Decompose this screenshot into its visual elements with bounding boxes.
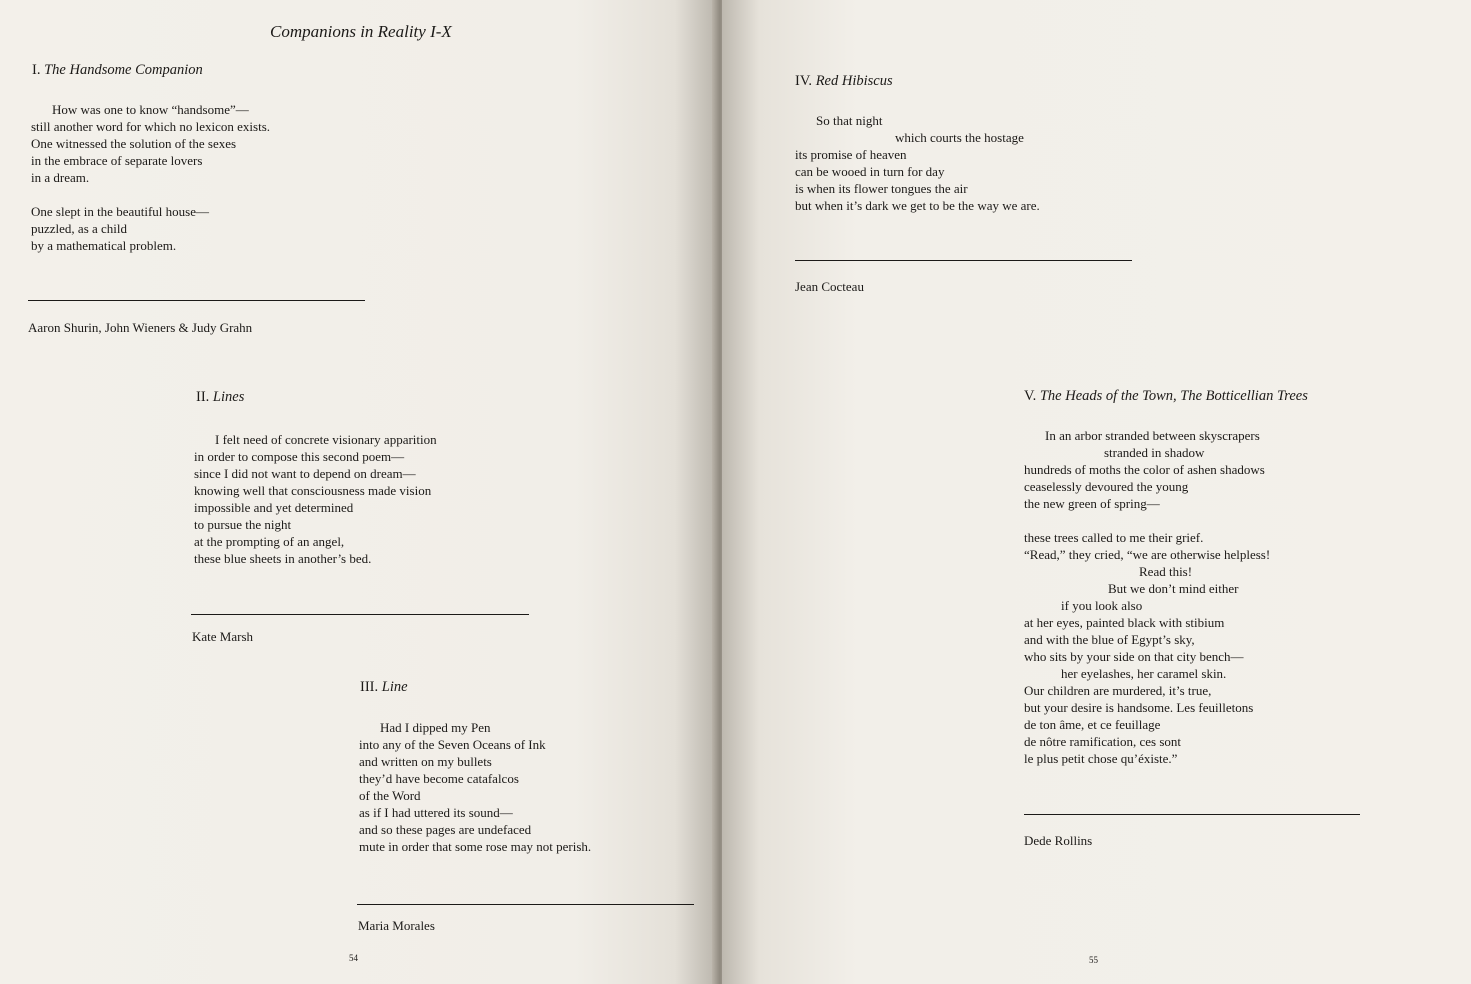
section-4-rule (795, 260, 1132, 261)
poem-line: is when its flower tongues the air (795, 181, 968, 196)
poem-line: impossible and yet determined (194, 500, 354, 515)
section-5-stanza-2 (1024, 529, 1270, 767)
poem-line: of the Word (359, 788, 421, 803)
poem-line: hundreds of moths the color of ashen shadows (1024, 462, 1265, 477)
book-title: Companions in Reality I-X (270, 22, 452, 41)
section-2-numeral: II. (196, 389, 210, 405)
section-3-poem (359, 719, 591, 855)
poem-line: and with the blue of Egypt’s sky, (1024, 632, 1195, 647)
section-2-title: Lines (212, 389, 245, 405)
section-1-heading (32, 62, 203, 79)
poem-line: de ton âme, et ce feuillage (1024, 717, 1161, 732)
poem-line: ceaselessly devoured the young (1024, 479, 1189, 494)
section-2-rule (191, 614, 529, 615)
poem-line: these trees called to me their grief. (1024, 530, 1204, 545)
page-number-right: 55 (1089, 955, 1098, 965)
poem-line: its promise of heaven (795, 147, 907, 162)
section-4-heading (795, 73, 893, 90)
poem-line: One witnessed the solution of the sexes (31, 136, 237, 151)
section-3-numeral: III. (360, 679, 379, 695)
poem-line: stranded in shadow (1104, 445, 1205, 460)
section-1-numeral: I. (32, 62, 41, 78)
poem-line: “Read,” they cried, “we are otherwise helpless! (1024, 547, 1271, 562)
poem-line: Our children are murdered, it’s true, (1024, 683, 1212, 698)
poem-line: and written on my bullets (359, 754, 492, 769)
poem-line: de nôtre ramification, ces sont (1024, 734, 1182, 749)
section-4-author: Jean Cocteau (795, 279, 864, 294)
poem-line: can be wooed in turn for day (795, 164, 945, 179)
section-1-author: Aaron Shurin, John Wieners & Judy Grahn (28, 320, 253, 335)
poem-line: But we don’t mind either (1108, 581, 1239, 596)
poem-line: knowing well that consciousness made vision (194, 483, 432, 498)
poem-line: they’d have become catafalcos (359, 771, 519, 786)
section-3-author: Maria Morales (358, 918, 435, 933)
poem-line: at the prompting of an angel, (194, 534, 345, 549)
section-1-title: The Handsome Companion (44, 62, 203, 78)
section-4-numeral: IV. (795, 73, 813, 89)
section-1-rule (28, 300, 365, 301)
poem-line: by a mathematical problem. (31, 238, 177, 253)
section-3-heading (360, 679, 408, 696)
section-2-author: Kate Marsh (192, 629, 254, 644)
poem-line: but when it’s dark we get to be the way we are. (795, 198, 1040, 213)
poem-line: How was one to know “handsome”— (52, 102, 249, 117)
poem-line: mute in order that some rose may not perish. (359, 839, 592, 854)
section-4-title: Red Hibiscus (815, 73, 893, 89)
poem-line: if you look also (1061, 598, 1143, 613)
poem-line: who sits by your side on that city bench— (1024, 649, 1244, 664)
poem-line: these blue sheets in another’s bed. (194, 551, 372, 566)
section-2-poem (194, 431, 437, 567)
section-5-author: Dede Rollins (1024, 833, 1093, 848)
section-3-title: Line (381, 679, 408, 695)
poem-line: still another word for which no lexicon exists. (31, 119, 271, 134)
left-page (0, 0, 718, 984)
poem-line: at her eyes, painted black with stibium (1024, 615, 1225, 630)
poem-line: to pursue the night (194, 517, 292, 532)
poem-line: le plus petit chose qu’éxiste.” (1024, 751, 1178, 766)
poem-line: into any of the Seven Oceans of Ink (359, 737, 546, 752)
poem-line: in the embrace of separate lovers (31, 153, 203, 168)
section-5-heading (1024, 388, 1308, 405)
poem-line: So that night (816, 113, 883, 128)
poem-line: Read this! (1139, 564, 1193, 579)
poem-line: which courts the hostage (895, 130, 1024, 145)
page-number-left: 54 (349, 953, 358, 963)
poem-line: puzzled, as a child (31, 221, 128, 236)
poem-line: as if I had uttered its sound— (359, 805, 513, 820)
section-1-stanza-1 (31, 101, 270, 186)
section-2-heading (196, 389, 244, 406)
section-4-poem (795, 112, 1040, 214)
poem-line: In an arbor stranded between skyscrapers (1045, 428, 1260, 443)
poem-line: but your desire is handsome. Les feuilletons (1024, 700, 1254, 715)
section-1-stanza-2 (31, 203, 209, 254)
poem-line: her eyelashes, her caramel skin. (1061, 666, 1227, 681)
poem-line: One slept in the beautiful house— (31, 204, 209, 219)
section-3-rule (357, 904, 694, 905)
section-5-rule (1024, 814, 1360, 815)
poem-line: Had I dipped my Pen (380, 720, 491, 735)
section-5-stanza-1 (1024, 427, 1265, 512)
poem-line: I felt need of concrete visionary apparition (215, 432, 437, 447)
poem-line: in a dream. (31, 170, 90, 185)
right-page (722, 0, 1471, 984)
poem-line: in order to compose this second poem— (194, 449, 405, 464)
poem-line: and so these pages are undefaced (359, 822, 532, 837)
poem-line: the new green of spring— (1024, 496, 1160, 511)
section-5-title: The Heads of the Town, The Botticellian Trees (1039, 388, 1308, 404)
poem-line: since I did not want to depend on dream— (194, 466, 416, 481)
section-5-numeral: V. (1024, 388, 1037, 404)
